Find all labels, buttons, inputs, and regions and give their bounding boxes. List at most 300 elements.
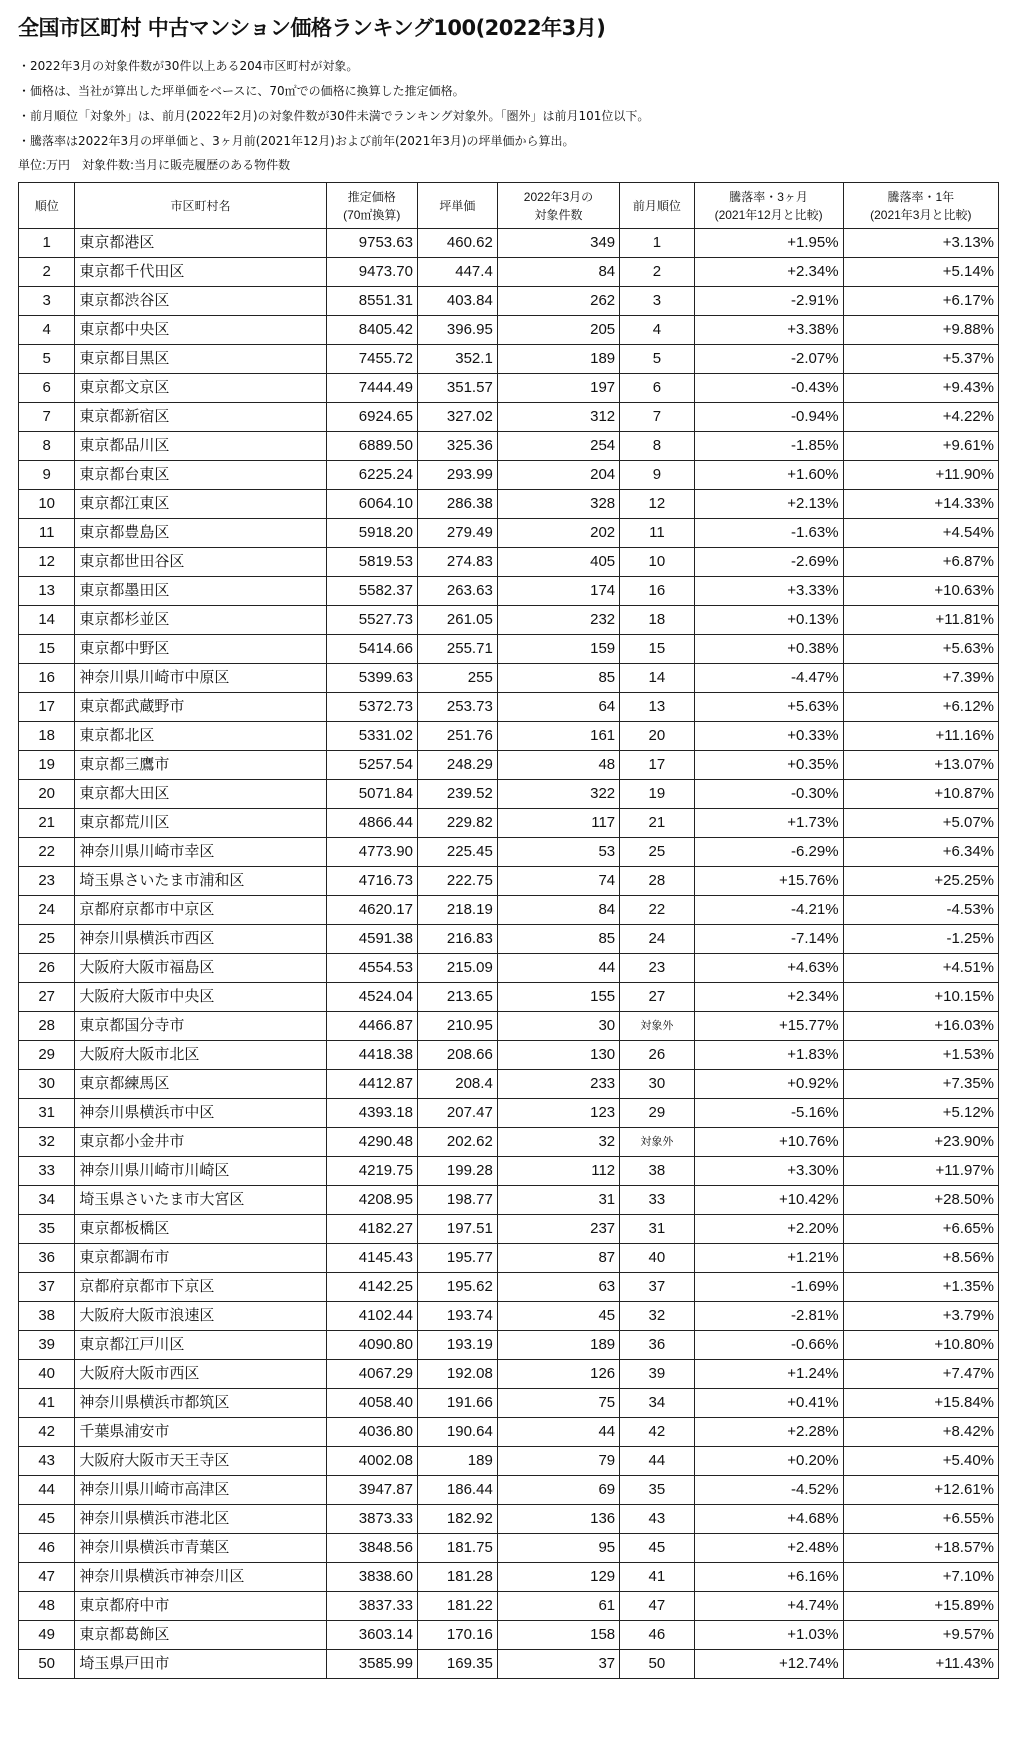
cell-tsubo-price: 189 [418, 1447, 498, 1476]
cell-listing-count: 161 [497, 722, 619, 751]
cell-change-3m: -0.43% [694, 374, 843, 403]
cell-listing-count: 126 [497, 1360, 619, 1389]
cell-municipality: 東京都中野区 [75, 635, 326, 664]
cell-prev-rank: 38 [620, 1157, 694, 1186]
cell-estimated-price: 4716.73 [326, 867, 418, 896]
cell-municipality: 神奈川県横浜市港北区 [75, 1505, 326, 1534]
cell-listing-count: 61 [497, 1592, 619, 1621]
cell-municipality: 東京都中央区 [75, 316, 326, 345]
cell-listing-count: 64 [497, 693, 619, 722]
cell-prev-rank: 1 [620, 229, 694, 258]
header-prev-rank [620, 183, 694, 229]
cell-municipality: 大阪府大阪市西区 [75, 1360, 326, 1389]
cell-tsubo-price: 239.52 [418, 780, 498, 809]
cell-listing-count: 37 [497, 1650, 619, 1679]
cell-tsubo-price: 251.76 [418, 722, 498, 751]
cell-municipality: 東京都大田区 [75, 780, 326, 809]
cell-change-3m: +2.48% [694, 1534, 843, 1563]
cell-estimated-price: 5414.66 [326, 635, 418, 664]
cell-listing-count: 232 [497, 606, 619, 635]
cell-change-3m: +1.03% [694, 1621, 843, 1650]
cell-listing-count: 197 [497, 374, 619, 403]
table-row [19, 1389, 999, 1418]
cell-tsubo-price: 253.73 [418, 693, 498, 722]
cell-tsubo-price: 195.62 [418, 1273, 498, 1302]
cell-prev-rank: 16 [620, 577, 694, 606]
cell-estimated-price: 5527.73 [326, 606, 418, 635]
cell-municipality: 神奈川県川崎市中原区 [75, 664, 326, 693]
cell-change-3m: -5.16% [694, 1099, 843, 1128]
cell-change-1y: +6.12% [843, 693, 998, 722]
cell-estimated-price: 3585.99 [326, 1650, 418, 1679]
table-row [19, 519, 999, 548]
cell-tsubo-price: 192.08 [418, 1360, 498, 1389]
cell-prev-rank: 10 [620, 548, 694, 577]
cell-prev-rank: 32 [620, 1302, 694, 1331]
cell-change-1y: +15.84% [843, 1389, 998, 1418]
cell-change-1y: +1.35% [843, 1273, 998, 1302]
cell-rank: 20 [19, 780, 75, 809]
cell-estimated-price: 6064.10 [326, 490, 418, 519]
cell-estimated-price: 4412.87 [326, 1070, 418, 1099]
cell-municipality: 東京都府中市 [75, 1592, 326, 1621]
cell-listing-count: 189 [497, 345, 619, 374]
cell-estimated-price: 3848.56 [326, 1534, 418, 1563]
cell-tsubo-price: 255.71 [418, 635, 498, 664]
table-row [19, 1041, 999, 1070]
cell-change-1y: +11.16% [843, 722, 998, 751]
cell-listing-count: 129 [497, 1563, 619, 1592]
table-row [19, 1592, 999, 1621]
cell-municipality: 神奈川県横浜市中区 [75, 1099, 326, 1128]
cell-change-3m: +15.76% [694, 867, 843, 896]
cell-change-1y: +15.89% [843, 1592, 998, 1621]
cell-municipality: 大阪府大阪市浪速区 [75, 1302, 326, 1331]
cell-rank: 29 [19, 1041, 75, 1070]
table-row [19, 490, 999, 519]
cell-listing-count: 30 [497, 1012, 619, 1041]
cell-change-1y: +4.22% [843, 403, 998, 432]
cell-estimated-price: 4591.38 [326, 925, 418, 954]
cell-tsubo-price: 193.74 [418, 1302, 498, 1331]
cell-estimated-price: 4067.29 [326, 1360, 418, 1389]
cell-prev-rank: 34 [620, 1389, 694, 1418]
table-row [19, 751, 999, 780]
table-row [19, 635, 999, 664]
header-name [75, 183, 326, 229]
cell-prev-rank: 43 [620, 1505, 694, 1534]
table-row [19, 954, 999, 983]
cell-rank: 38 [19, 1302, 75, 1331]
cell-estimated-price: 3837.33 [326, 1592, 418, 1621]
cell-prev-rank: 29 [620, 1099, 694, 1128]
cell-change-1y: +18.57% [843, 1534, 998, 1563]
cell-change-3m: +4.74% [694, 1592, 843, 1621]
cell-change-3m: +1.24% [694, 1360, 843, 1389]
cell-change-1y: +5.14% [843, 258, 998, 287]
note-4: ・騰落率は2022年3月の坪単価と、3ヶ月前(2021年12月)および前年(2021年3月)の坪単価から算出。 [18, 134, 575, 148]
cell-change-1y: +6.55% [843, 1505, 998, 1534]
table-row [19, 432, 999, 461]
cell-municipality: 神奈川県横浜市西区 [75, 925, 326, 954]
cell-change-1y: +7.35% [843, 1070, 998, 1099]
cell-rank: 22 [19, 838, 75, 867]
cell-tsubo-price: 225.45 [418, 838, 498, 867]
table-row [19, 461, 999, 490]
table-row [19, 403, 999, 432]
cell-listing-count: 32 [497, 1128, 619, 1157]
cell-change-3m: +6.16% [694, 1563, 843, 1592]
cell-prev-rank: 42 [620, 1418, 694, 1447]
header-change-3m [694, 183, 843, 229]
cell-rank: 46 [19, 1534, 75, 1563]
cell-change-3m: -1.69% [694, 1273, 843, 1302]
cell-municipality: 東京都豊島区 [75, 519, 326, 548]
table-row [19, 1331, 999, 1360]
cell-rank: 42 [19, 1418, 75, 1447]
cell-prev-rank: 30 [620, 1070, 694, 1099]
cell-estimated-price: 5071.84 [326, 780, 418, 809]
cell-change-3m: +3.30% [694, 1157, 843, 1186]
cell-estimated-price: 6225.24 [326, 461, 418, 490]
cell-municipality: 千葉県浦安市 [75, 1418, 326, 1447]
table-row [19, 229, 999, 258]
cell-tsubo-price: 199.28 [418, 1157, 498, 1186]
table-row [19, 577, 999, 606]
cell-tsubo-price: 248.29 [418, 751, 498, 780]
cell-listing-count: 84 [497, 258, 619, 287]
cell-estimated-price: 4290.48 [326, 1128, 418, 1157]
cell-change-3m: -0.94% [694, 403, 843, 432]
cell-rank: 31 [19, 1099, 75, 1128]
cell-listing-count: 136 [497, 1505, 619, 1534]
cell-tsubo-price: 274.83 [418, 548, 498, 577]
cell-prev-rank: 24 [620, 925, 694, 954]
cell-municipality: 神奈川県川崎市幸区 [75, 838, 326, 867]
cell-listing-count: 204 [497, 461, 619, 490]
cell-change-3m: +12.74% [694, 1650, 843, 1679]
header-price-line1: 推定価格 [347, 189, 396, 204]
cell-listing-count: 44 [497, 954, 619, 983]
cell-change-3m: -6.29% [694, 838, 843, 867]
cell-tsubo-price: 195.77 [418, 1244, 498, 1273]
table-row [19, 664, 999, 693]
cell-change-3m: -4.21% [694, 896, 843, 925]
cell-tsubo-price: 169.35 [418, 1650, 498, 1679]
table-row [19, 838, 999, 867]
cell-change-1y: +5.37% [843, 345, 998, 374]
cell-change-3m: +5.63% [694, 693, 843, 722]
cell-tsubo-price: 208.66 [418, 1041, 498, 1070]
cell-change-3m: +0.41% [694, 1389, 843, 1418]
cell-estimated-price: 9473.70 [326, 258, 418, 287]
header-price-line2: (70㎡換算) [343, 207, 401, 222]
cell-municipality: 東京都台東区 [75, 461, 326, 490]
cell-prev-rank: 26 [620, 1041, 694, 1070]
cell-prev-rank: 47 [620, 1592, 694, 1621]
cell-prev-rank: 5 [620, 345, 694, 374]
cell-prev-rank: 41 [620, 1563, 694, 1592]
cell-tsubo-price: 208.4 [418, 1070, 498, 1099]
cell-estimated-price: 4418.38 [326, 1041, 418, 1070]
cell-rank: 18 [19, 722, 75, 751]
cell-change-1y: +8.42% [843, 1418, 998, 1447]
cell-change-3m: +1.95% [694, 229, 843, 258]
cell-change-3m: +0.92% [694, 1070, 843, 1099]
cell-rank: 14 [19, 606, 75, 635]
table-row [19, 316, 999, 345]
cell-tsubo-price: 186.44 [418, 1476, 498, 1505]
cell-listing-count: 189 [497, 1331, 619, 1360]
cell-change-3m: +15.77% [694, 1012, 843, 1041]
cell-tsubo-price: 190.64 [418, 1418, 498, 1447]
cell-estimated-price: 4036.80 [326, 1418, 418, 1447]
cell-municipality: 東京都小金井市 [75, 1128, 326, 1157]
cell-change-1y: +4.54% [843, 519, 998, 548]
cell-listing-count: 328 [497, 490, 619, 519]
cell-rank: 25 [19, 925, 75, 954]
cell-municipality: 大阪府大阪市中央区 [75, 983, 326, 1012]
note-1: ・2022年3月の対象件数が30件以上ある204市区町村が対象。 [18, 59, 359, 73]
header-name-label: 市区町村名 [170, 198, 231, 213]
cell-prev-rank: 37 [620, 1273, 694, 1302]
cell-rank: 19 [19, 751, 75, 780]
cell-prev-rank: 46 [620, 1621, 694, 1650]
cell-rank: 34 [19, 1186, 75, 1215]
cell-change-1y: +9.88% [843, 316, 998, 345]
header-rank-label: 順位 [34, 198, 59, 213]
cell-rank: 47 [19, 1563, 75, 1592]
cell-municipality: 大阪府大阪市福島区 [75, 954, 326, 983]
cell-prev-rank: 12 [620, 490, 694, 519]
table-row [19, 925, 999, 954]
cell-municipality: 東京都荒川区 [75, 809, 326, 838]
table-row [19, 1273, 999, 1302]
cell-change-3m: +0.13% [694, 606, 843, 635]
cell-estimated-price: 5582.37 [326, 577, 418, 606]
cell-rank: 44 [19, 1476, 75, 1505]
cell-change-1y: +11.81% [843, 606, 998, 635]
cell-change-3m: -2.69% [694, 548, 843, 577]
cell-tsubo-price: 327.02 [418, 403, 498, 432]
cell-rank: 13 [19, 577, 75, 606]
cell-change-3m: +1.60% [694, 461, 843, 490]
cell-municipality: 東京都新宿区 [75, 403, 326, 432]
table-row [19, 1157, 999, 1186]
cell-estimated-price: 4002.08 [326, 1447, 418, 1476]
cell-change-1y: +23.90% [843, 1128, 998, 1157]
cell-tsubo-price: 403.84 [418, 287, 498, 316]
cell-change-3m: +0.20% [694, 1447, 843, 1476]
cell-listing-count: 69 [497, 1476, 619, 1505]
table-body [19, 229, 999, 1679]
cell-change-3m: +10.42% [694, 1186, 843, 1215]
table-row [19, 1099, 999, 1128]
cell-rank: 37 [19, 1273, 75, 1302]
cell-listing-count: 117 [497, 809, 619, 838]
cell-listing-count: 233 [497, 1070, 619, 1099]
cell-rank: 32 [19, 1128, 75, 1157]
notes [18, 54, 1011, 176]
table-row [19, 1302, 999, 1331]
cell-change-3m: +1.83% [694, 1041, 843, 1070]
cell-tsubo-price: 191.66 [418, 1389, 498, 1418]
header-change-3m-line2: (2021年12月と比較) [714, 207, 823, 222]
cell-municipality: 東京都武蔵野市 [75, 693, 326, 722]
cell-listing-count: 63 [497, 1273, 619, 1302]
cell-estimated-price: 8551.31 [326, 287, 418, 316]
cell-municipality: 京都府京都市下京区 [75, 1273, 326, 1302]
cell-tsubo-price: 261.05 [418, 606, 498, 635]
cell-prev-rank: 17 [620, 751, 694, 780]
table-row [19, 1012, 999, 1041]
cell-change-1y: +25.25% [843, 867, 998, 896]
cell-municipality: 埼玉県戸田市 [75, 1650, 326, 1679]
cell-change-3m: -2.07% [694, 345, 843, 374]
header-change-1y [843, 183, 998, 229]
cell-prev-rank: 33 [620, 1186, 694, 1215]
cell-rank: 28 [19, 1012, 75, 1041]
cell-rank: 16 [19, 664, 75, 693]
cell-tsubo-price: 181.22 [418, 1592, 498, 1621]
cell-prev-rank: 50 [620, 1650, 694, 1679]
cell-prev-rank: 6 [620, 374, 694, 403]
cell-rank: 12 [19, 548, 75, 577]
cell-tsubo-price: 197.51 [418, 1215, 498, 1244]
cell-change-3m: +2.34% [694, 258, 843, 287]
cell-rank: 11 [19, 519, 75, 548]
cell-change-1y: +5.40% [843, 1447, 998, 1476]
cell-tsubo-price: 181.75 [418, 1534, 498, 1563]
cell-change-1y: +11.90% [843, 461, 998, 490]
cell-listing-count: 85 [497, 664, 619, 693]
cell-tsubo-price: 202.62 [418, 1128, 498, 1157]
cell-prev-rank: 8 [620, 432, 694, 461]
cell-tsubo-price: 210.95 [418, 1012, 498, 1041]
cell-tsubo-price: 255 [418, 664, 498, 693]
cell-rank: 39 [19, 1331, 75, 1360]
cell-change-3m: +2.34% [694, 983, 843, 1012]
cell-prev-rank: 36 [620, 1331, 694, 1360]
cell-estimated-price: 8405.42 [326, 316, 418, 345]
cell-listing-count: 312 [497, 403, 619, 432]
cell-estimated-price: 4182.27 [326, 1215, 418, 1244]
table-row [19, 1186, 999, 1215]
cell-rank: 43 [19, 1447, 75, 1476]
cell-prev-rank: 4 [620, 316, 694, 345]
cell-tsubo-price: 352.1 [418, 345, 498, 374]
cell-change-1y: +3.13% [843, 229, 998, 258]
cell-change-1y: +7.39% [843, 664, 998, 693]
cell-tsubo-price: 293.99 [418, 461, 498, 490]
cell-change-1y: +5.12% [843, 1099, 998, 1128]
cell-listing-count: 74 [497, 867, 619, 896]
cell-change-1y: -4.53% [843, 896, 998, 925]
table-row [19, 287, 999, 316]
cell-listing-count: 31 [497, 1186, 619, 1215]
cell-estimated-price: 4145.43 [326, 1244, 418, 1273]
cell-listing-count: 44 [497, 1418, 619, 1447]
cell-municipality: 東京都葛飾区 [75, 1621, 326, 1650]
cell-rank: 5 [19, 345, 75, 374]
cell-change-1y: +5.07% [843, 809, 998, 838]
cell-tsubo-price: 229.82 [418, 809, 498, 838]
cell-change-1y: +7.10% [843, 1563, 998, 1592]
cell-municipality: 埼玉県さいたま市浦和区 [75, 867, 326, 896]
cell-estimated-price: 4208.95 [326, 1186, 418, 1215]
cell-estimated-price: 4773.90 [326, 838, 418, 867]
cell-rank: 35 [19, 1215, 75, 1244]
table-row [19, 1360, 999, 1389]
cell-estimated-price: 5399.63 [326, 664, 418, 693]
cell-rank: 1 [19, 229, 75, 258]
cell-prev-rank: 19 [620, 780, 694, 809]
cell-tsubo-price: 182.92 [418, 1505, 498, 1534]
cell-prev-rank: 9 [620, 461, 694, 490]
cell-tsubo-price: 286.38 [418, 490, 498, 519]
cell-change-3m: -2.91% [694, 287, 843, 316]
header-count-line2: 対象件数 [534, 207, 583, 222]
cell-change-3m: -4.52% [694, 1476, 843, 1505]
table-row [19, 1244, 999, 1273]
cell-rank: 21 [19, 809, 75, 838]
table-row [19, 606, 999, 635]
cell-rank: 9 [19, 461, 75, 490]
cell-change-3m: +2.13% [694, 490, 843, 519]
cell-municipality: 神奈川県横浜市青葉区 [75, 1534, 326, 1563]
cell-prev-rank: 27 [620, 983, 694, 1012]
cell-change-3m: +2.28% [694, 1418, 843, 1447]
cell-rank: 26 [19, 954, 75, 983]
cell-estimated-price: 4090.80 [326, 1331, 418, 1360]
cell-estimated-price: 4866.44 [326, 809, 418, 838]
cell-estimated-price: 9753.63 [326, 229, 418, 258]
cell-municipality: 東京都世田谷区 [75, 548, 326, 577]
table-row [19, 1621, 999, 1650]
table-row [19, 693, 999, 722]
cell-change-3m: -7.14% [694, 925, 843, 954]
cell-change-1y: +11.43% [843, 1650, 998, 1679]
cell-tsubo-price: 170.16 [418, 1621, 498, 1650]
cell-prev-rank: 21 [620, 809, 694, 838]
cell-listing-count: 84 [497, 896, 619, 925]
cell-listing-count: 85 [497, 925, 619, 954]
cell-rank: 27 [19, 983, 75, 1012]
cell-estimated-price: 4524.04 [326, 983, 418, 1012]
cell-estimated-price: 4620.17 [326, 896, 418, 925]
cell-rank: 40 [19, 1360, 75, 1389]
cell-listing-count: 174 [497, 577, 619, 606]
cell-change-3m: +3.38% [694, 316, 843, 345]
header-tsubo [418, 183, 498, 229]
cell-prev-rank: 18 [620, 606, 694, 635]
cell-listing-count: 349 [497, 229, 619, 258]
header-tsubo-label: 坪単価 [439, 198, 476, 213]
cell-rank: 30 [19, 1070, 75, 1099]
cell-estimated-price: 7455.72 [326, 345, 418, 374]
cell-change-1y: +6.17% [843, 287, 998, 316]
cell-rank: 24 [19, 896, 75, 925]
cell-municipality: 東京都文京区 [75, 374, 326, 403]
cell-estimated-price: 6889.50 [326, 432, 418, 461]
cell-municipality: 東京都港区 [75, 229, 326, 258]
cell-municipality: 東京都三鷹市 [75, 751, 326, 780]
cell-tsubo-price: 460.62 [418, 229, 498, 258]
cell-municipality: 東京都杉並区 [75, 606, 326, 635]
ranking-table [18, 182, 999, 1679]
cell-listing-count: 48 [497, 751, 619, 780]
cell-tsubo-price: 215.09 [418, 954, 498, 983]
